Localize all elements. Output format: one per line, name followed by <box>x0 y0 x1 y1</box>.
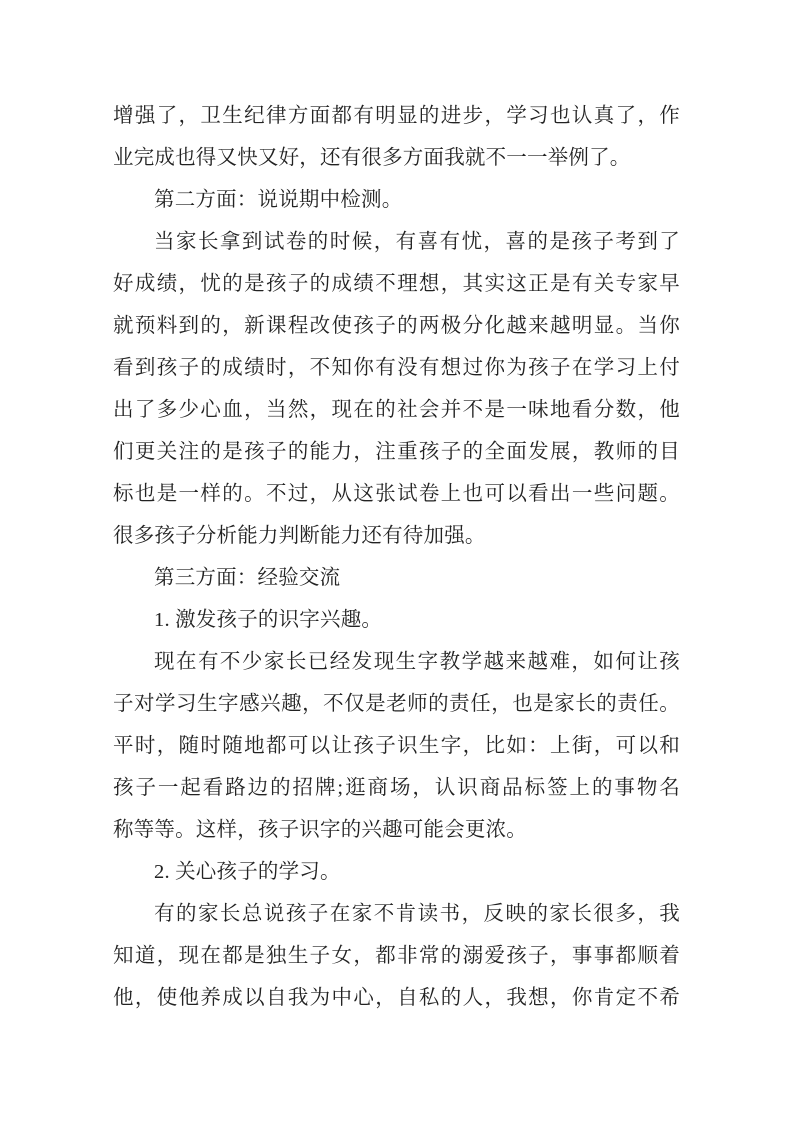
text-line: 子对学习生字感兴趣，不仅是老师的责任，也是家长的责任。 <box>113 693 680 715</box>
text-line: 增强了，卫生纪律方面都有明显的进步，学习也认真了，作 <box>113 105 680 127</box>
text-line: 当家长拿到试卷的时候，有喜有忧，喜的是孩子考到了 <box>154 231 680 253</box>
text-line: 1. 激发孩子的识字兴趣。 <box>154 609 383 631</box>
text-line: 他，使他养成以自我为中心，自私的人，我想，你肯定不希 <box>113 987 680 1009</box>
text-line: 就预料到的，新课程改使孩子的两极分化越来越明显。当你 <box>113 315 680 337</box>
text-line: 业完成也得又快又好，还有很多方面我就不一一举例了。 <box>113 147 631 169</box>
text-line: 第三方面：经验交流 <box>154 567 341 589</box>
text-line: 知道，现在都是独生子女，都非常的溺爱孩子，事事都顺着 <box>113 945 680 967</box>
text-line: 标也是一样的。不过，从这张试卷上也可以看出一些问题。 <box>113 483 680 505</box>
text-line: 有的家长总说孩子在家不肯读书，反映的家长很多，我 <box>154 903 680 925</box>
text-line: 好成绩，忧的是孩子的成绩不理想，其实这正是有关专家早 <box>113 273 680 295</box>
text-line: 现在有不少家长已经发现生字教学越来越难，如何让孩 <box>154 651 680 673</box>
text-line: 称等等。这样，孩子识字的兴趣可能会更浓。 <box>113 819 527 841</box>
text-line: 孩子一起看路边的招牌;逛商场，认识商品标签上的事物名 <box>113 777 680 799</box>
text-line: 第二方面：说说期中检测。 <box>154 189 403 211</box>
text-line: 2. 关心孩子的学习。 <box>154 861 341 883</box>
text-line: 平时，随时随地都可以让孩子识生字，比如：上街，可以和 <box>113 735 680 757</box>
text-line: 们更关注的是孩子的能力，注重孩子的全面发展，教师的目 <box>113 441 680 463</box>
text-line: 出了多少心血，当然，现在的社会并不是一味地看分数，他 <box>113 399 680 421</box>
text-line: 看到孩子的成绩时，不知你有没有想过你为孩子在学习上付 <box>113 357 680 379</box>
text-line: 很多孩子分析能力判断能力还有待加强。 <box>113 525 486 547</box>
